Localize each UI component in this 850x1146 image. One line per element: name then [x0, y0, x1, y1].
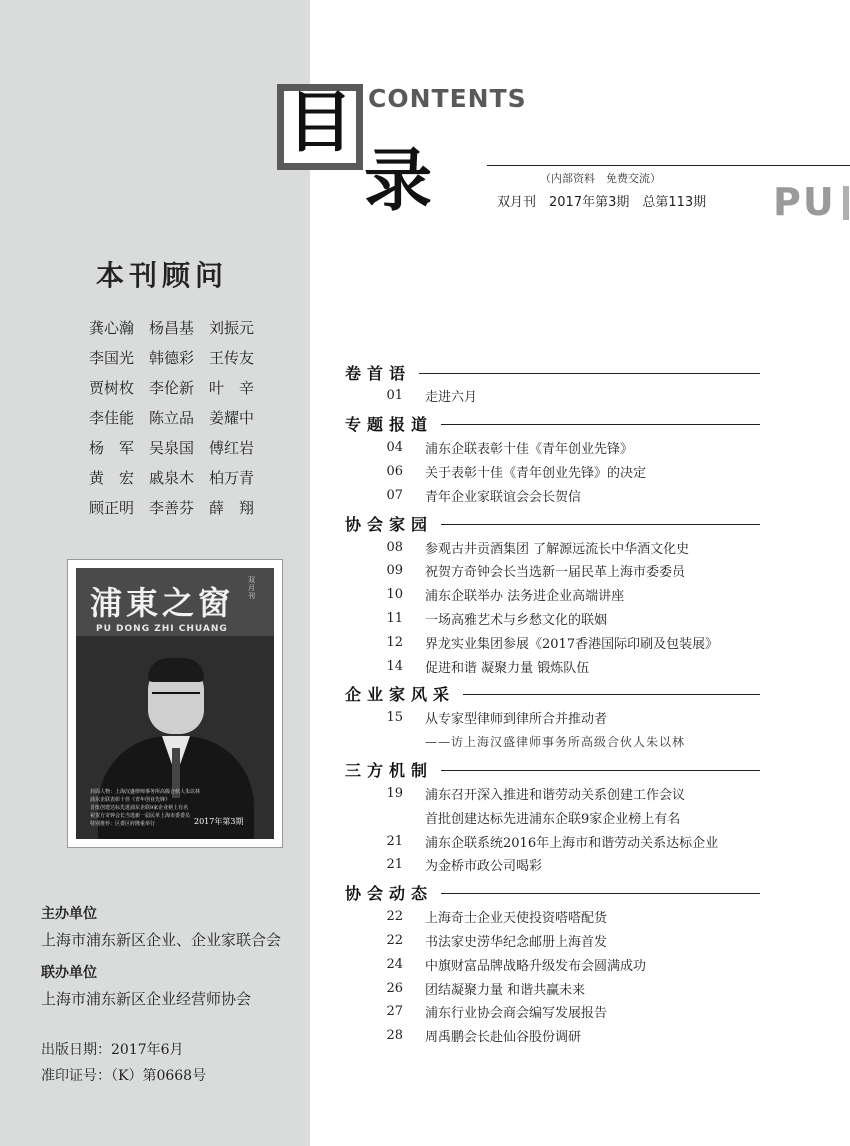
toc-section-heading [345, 412, 760, 436]
article-title: 浦东行业协会商会编写发展报告 [425, 1006, 608, 1022]
toc-entry[interactable] [345, 853, 760, 877]
page-number: 21 [386, 833, 403, 849]
page-number: 06 [386, 463, 403, 479]
section-title: 企业家风采 [345, 685, 456, 705]
print-permit: 准印证号：（K）第0668号 [41, 1068, 207, 1084]
toc-entry[interactable] [345, 559, 760, 583]
article-title: 为金桥市政公司喝彩 [425, 859, 543, 875]
advisor-row [89, 342, 289, 372]
lu-character: 录 [364, 141, 433, 221]
advisor-row [89, 492, 289, 522]
page-number: 09 [386, 563, 403, 579]
article-title: 周禹鹏会长赴仙谷股份调研 [425, 1030, 582, 1046]
page-number: 12 [386, 634, 403, 650]
advisor-name: 傅红岩 [209, 438, 255, 457]
toc-section-heading [345, 511, 760, 535]
advisor-row [89, 372, 289, 402]
internal-note: （内部资料 免费交流） [540, 172, 661, 185]
co-value: 上海市浦东新区企业经营师协会 [41, 990, 252, 1008]
article-title: 青年企业家联谊会会长贺信 [425, 489, 582, 505]
page-number: 22 [386, 909, 403, 925]
host-value: 上海市浦东新区企业、企业家联合会 [41, 931, 282, 949]
cover-title: 浦東之窗 [90, 584, 235, 622]
section-rule [441, 770, 760, 771]
article-title: 浦东召开深入推进和谐劳动关系创建工作会议 [425, 787, 686, 803]
section-title: 协会动态 [345, 884, 434, 904]
toc-entry[interactable] [345, 905, 760, 929]
co-label: 联办单位 [41, 965, 97, 981]
page-number: 21 [386, 857, 403, 873]
article-title: 浦东企联举办 法务进企业高端讲座 [425, 589, 625, 605]
toc-entry[interactable] [345, 460, 760, 484]
side-logo: PU [773, 180, 836, 224]
section-title: 三方机制 [345, 761, 434, 781]
section-rule [441, 424, 760, 425]
section-title: 协会家园 [345, 514, 434, 534]
article-title: 团结凝聚力量 和谐共赢未来 [425, 982, 586, 998]
host-unit [41, 903, 281, 950]
advisor-name: 顾正明 [89, 498, 135, 517]
toc-entry[interactable] [345, 583, 760, 607]
advisor-row [89, 402, 289, 432]
cover-text-lines: 封面人物：上海汉盛律师事务所高级合伙人朱以林 浦东企联表彰十佳《青年创业先锋》 首批创建达标先进浦东企联9家企业榜上有名 祝贺方奇钟会长当选新一届民革上海市委委员 特别推荐：区委区府隆重举行 [90, 789, 201, 827]
article-title: 促进和谐 凝聚力量 锻炼队伍 [425, 660, 590, 676]
toc-entry[interactable] [345, 630, 760, 654]
article-title: 浦东企联系统2016年上海市和谐劳动关系达标企业 [425, 835, 719, 851]
page-number: 14 [386, 658, 403, 674]
publish-date: 出版日期：2017年6月 [41, 1042, 184, 1058]
article-title: 从专家型律师到律所合并推动者 [425, 712, 608, 728]
advisor-name: 李国光 [89, 348, 135, 367]
toc-section-heading [345, 360, 760, 384]
advisor-name: 李善芬 [149, 498, 195, 517]
advisors-list [89, 312, 289, 522]
page-number: 01 [386, 388, 403, 404]
advisor-name: 薛 翔 [209, 498, 255, 517]
mu-character: 目 [287, 84, 353, 161]
cover-pinyin: PU DONG ZHI CHUANG [96, 624, 228, 634]
section-rule [419, 373, 760, 374]
advisor-name: 叶 辛 [209, 378, 255, 397]
article-subtitle: ——访上海汉盛律师事务所高级合伙人朱以林 [425, 735, 686, 750]
mu-title-box [277, 84, 363, 170]
page-number: 11 [386, 610, 403, 626]
cover-vertical-label: 双月刊 [248, 576, 255, 600]
advisor-name: 李伦新 [149, 378, 195, 397]
advisor-name: 李佳能 [89, 408, 135, 427]
advisor-name: 刘振元 [209, 318, 255, 337]
contents-heading: CONTENTS [368, 84, 527, 113]
toc-entry[interactable] [345, 1024, 760, 1048]
advisor-name: 贾树枚 [89, 378, 135, 397]
toc-entry[interactable] [345, 929, 760, 953]
toc-entry[interactable] [345, 730, 760, 754]
page-number: 04 [386, 440, 403, 456]
page-number: 26 [386, 980, 403, 996]
page-number: 10 [386, 587, 403, 603]
article-title: 关于表彰十佳《青年创业先锋》的决定 [425, 465, 647, 481]
advisor-row [89, 432, 289, 462]
toc-entry[interactable] [345, 654, 760, 678]
page-number: 15 [386, 710, 403, 726]
article-title: 界龙实业集团参展《2017香港国际印刷及包装展》 [425, 636, 719, 652]
toc-entry[interactable] [345, 952, 760, 976]
article-title: 书法家史涝华纪念邮册上海首发 [425, 934, 608, 950]
toc-section-heading [345, 682, 760, 706]
article-title: 一场高雅艺术与乡愁文化的联姻 [425, 612, 608, 628]
toc-entry[interactable] [345, 805, 760, 829]
toc-entry[interactable] [345, 829, 760, 853]
toc-entry[interactable] [345, 1000, 760, 1024]
cover-image [76, 568, 274, 839]
advisor-name: 韩德彩 [149, 348, 195, 367]
header-rule [487, 165, 850, 166]
advisor-name: 王传友 [209, 348, 255, 367]
article-title: 首批创建达标先进浦东企联9家企业榜上有名 [425, 811, 681, 827]
side-logo-bar [843, 186, 849, 220]
section-rule [441, 524, 760, 525]
article-title: 上海奇士企业天使投资嗒嗒配货 [425, 911, 608, 927]
advisor-row [89, 462, 289, 492]
toc-section-heading [345, 881, 760, 905]
article-title: 走进六月 [425, 390, 478, 406]
page-number: 27 [386, 1004, 403, 1020]
page-number: 08 [386, 539, 403, 555]
advisor-name: 吴泉国 [149, 438, 195, 457]
article-title: 参观古井贡酒集团 了解源远流长中华酒文化史 [425, 541, 690, 557]
toc-entry[interactable] [345, 436, 760, 460]
advisor-row [89, 312, 289, 342]
co-unit [41, 962, 251, 1009]
section-rule [463, 694, 760, 695]
advisor-name: 戚泉木 [149, 468, 195, 487]
page-number: 19 [386, 785, 403, 801]
toc-entry[interactable] [345, 607, 760, 631]
page-number: 22 [386, 932, 403, 948]
section-rule [441, 893, 760, 894]
article-title: 浦东企联表彰十佳《青年创业先锋》 [425, 442, 634, 458]
advisor-name: 龚心瀚 [89, 318, 135, 337]
section-title: 卷首语 [345, 363, 412, 383]
toc-entry[interactable] [345, 483, 760, 507]
advisor-name: 陈立品 [149, 408, 195, 427]
advisor-name: 黄 宏 [89, 468, 135, 487]
advisor-name: 姜耀中 [209, 408, 255, 427]
toc-section-heading [345, 758, 760, 782]
advisors-title: 本刊顾问 [96, 259, 229, 292]
toc-entry[interactable] [345, 706, 760, 730]
page-number: 24 [386, 956, 403, 972]
toc-entry[interactable] [345, 976, 760, 1000]
magazine-cover-thumbnail [67, 559, 283, 848]
advisor-name: 杨昌基 [149, 318, 195, 337]
toc-entry[interactable] [345, 535, 760, 559]
page-number: 07 [386, 487, 403, 503]
toc-entry[interactable] [345, 782, 760, 806]
page-number: 28 [386, 1028, 403, 1044]
host-label: 主办单位 [41, 906, 97, 922]
cover-portrait [76, 636, 274, 839]
advisor-name: 杨 军 [89, 438, 135, 457]
issue-info: 双月刊 2017年第3期 总第113期 [497, 195, 707, 210]
article-title: 中旗财富品牌战略升级发布会圆满成功 [425, 958, 647, 974]
article-title: 祝贺方奇钟会长当选新一届民革上海市委委员 [425, 565, 686, 581]
advisor-name: 柏万青 [209, 468, 255, 487]
cover-issue: 2017年第3期 [194, 817, 244, 826]
section-title: 专题报道 [345, 415, 434, 435]
table-of-contents [345, 356, 760, 1048]
toc-entry[interactable] [345, 384, 760, 408]
